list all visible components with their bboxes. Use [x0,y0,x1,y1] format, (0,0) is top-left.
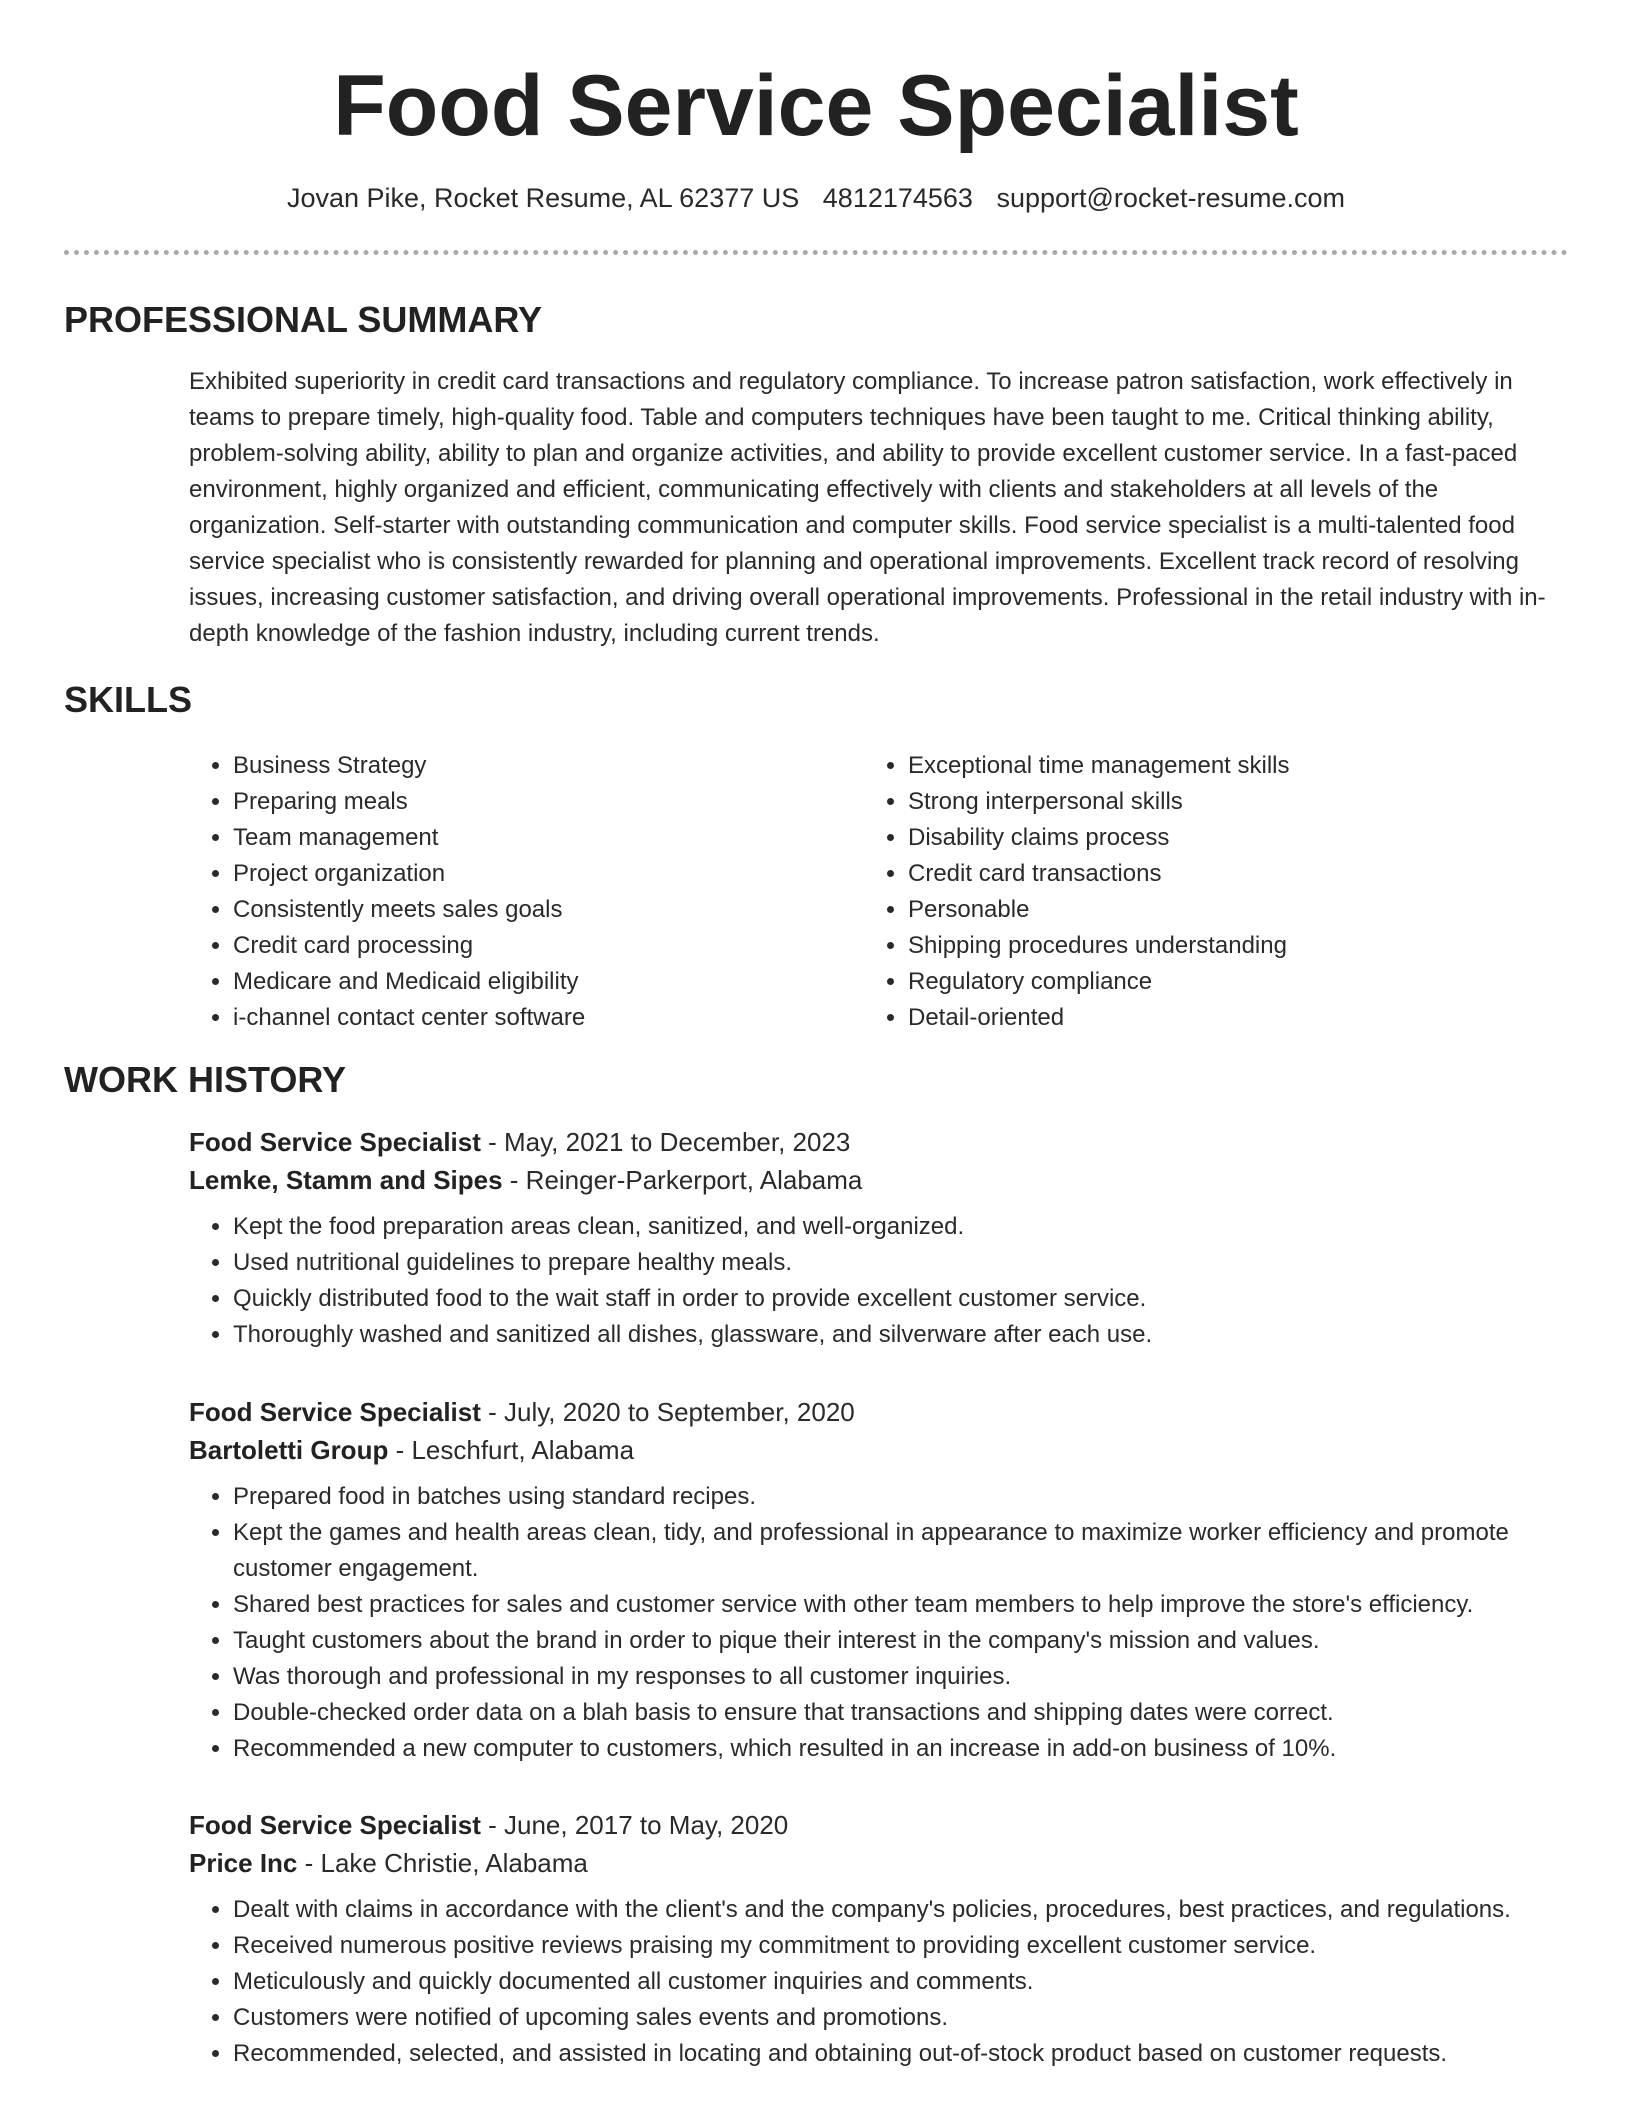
contact-address: Jovan Pike, Rocket Resume, AL 62377 US [286,183,800,213]
job-duty: • Received numerous positive reviews praising my commitment to providing excellent customer service. [233,1928,1589,1964]
job-duty: • Taught customers about the brand in order to pique their interest in the company's mission and values. [233,1623,1589,1659]
job-role-line [189,1393,1589,1431]
job-duty: • Dealt with claims in accordance with the client's and the company's policies, procedures, best practices, and regulations. [233,1892,1589,1928]
job-company: Price Inc [189,1848,298,1878]
job-duties-list [189,1479,1589,1767]
skill-item: • Project organization [233,856,809,892]
job-entry [189,1393,1589,1767]
job-duty: • Recommended, selected, and assisted in locating and obtaining out-of-stock product based on customer requests. [233,2036,1589,2072]
skills-left-column [189,748,809,1036]
contact-phone: 4812174563 [822,183,973,213]
job-role-line [189,1123,1589,1161]
skill-item: • Detail-oriented [908,1000,1564,1036]
job-location: - Lake Christie, Alabama [297,1848,588,1878]
contact-email: support@rocket-resume.com [996,183,1345,213]
header-divider [64,250,1568,255]
skill-item: • Team management [233,820,809,856]
job-duty: • Double-checked order data on a blah basis to ensure that transactions and shipping dates were correct. [233,1695,1589,1731]
job-company: Lemke, Stamm and Sipes [189,1165,503,1195]
job-duty: • Thoroughly washed and sanitized all dishes, glassware, and silverware after each use. [233,1317,1589,1353]
job-duty: • Meticulously and quickly documented all customer inquiries and comments. [233,1964,1589,2000]
job-location: - Reinger-Parkerport, Alabama [502,1165,863,1195]
skill-item: • Personable [908,892,1564,928]
skill-item: • Strong interpersonal skills [908,784,1564,820]
job-dates: - May, 2021 to December, 2023 [480,1127,851,1157]
contact-line [0,180,1632,216]
job-entry [189,1806,1589,2072]
job-company-line [189,1844,1589,1882]
skill-item: • Medicare and Medicaid eligibility [233,964,809,1000]
job-duty: • Shared best practices for sales and customer service with other team members to help improve the store's efficiency. [233,1587,1589,1623]
job-role: Food Service Specialist [189,1127,481,1157]
job-role-line [189,1806,1589,1844]
skill-item: • Disability claims process [908,820,1564,856]
skill-item: • Business Strategy [233,748,809,784]
job-role: Food Service Specialist [189,1810,481,1840]
skill-item: • Credit card transactions [908,856,1564,892]
job-duty: • Customers were notified of upcoming sales events and promotions. [233,2000,1589,2036]
skill-item: • Shipping procedures understanding [908,928,1564,964]
section-title-skills: SKILLS [64,679,193,720]
job-role: Food Service Specialist [189,1397,481,1427]
summary-text: Exhibited superiority in credit card transactions and regulatory compliance. To increase patron satisfaction, work effectively in teams to prepare timely, high-quality food. Table and computers techniques have been taught to me. Critical thinking ability, problem-solving ability, ability to plan and organize activities, and ability to provide excellent customer service. In a fast-paced environment, highly organized and efficient, communicating effectively with clients and stakeholders at all levels of the organization. Self-starter with outstanding communication and computer skills. Food service specialist is a multi-talented food service specialist who is consistently rewarded for planning and operational improvements. Excellent track record of resolving issues, increasing customer satisfaction, and driving overall operational improvements. Professional in the retail industry with in-depth knowledge of the fashion industry, including current trends. [189,368,1546,647]
job-duty: • Prepared food in batches using standard recipes. [233,1479,1589,1515]
job-company: Bartoletti Group [189,1435,389,1465]
resume-title: Food Service Specialist [333,58,1299,154]
section-title-summary: PROFESSIONAL SUMMARY [64,299,543,340]
skill-item: • Consistently meets sales goals [233,892,809,928]
section-title-work-history: WORK HISTORY [64,1059,347,1100]
job-duty: • Was thorough and professional in my responses to all customer inquiries. [233,1659,1589,1695]
job-company-line [189,1431,1589,1469]
job-location: - Leschfurt, Alabama [388,1435,635,1465]
job-dates: - July, 2020 to September, 2020 [480,1397,855,1427]
skills-right-column [864,748,1564,1036]
job-dates: - June, 2017 to May, 2020 [480,1810,789,1840]
skill-item: • Credit card processing [233,928,809,964]
job-company-line [189,1161,1589,1199]
job-duty: • Kept the games and health areas clean, tidy, and professional in appearance to maximize worker efficiency and promote customer engagement. [233,1515,1589,1587]
skills-list-right [864,748,1564,1036]
skill-item: • Exceptional time management skills [908,748,1564,784]
job-duty: • Kept the food preparation areas clean, sanitized, and well-organized. [233,1209,1589,1245]
job-entry [189,1123,1589,1353]
skill-item: • Regulatory compliance [908,964,1564,1000]
job-duties-list [189,1209,1589,1353]
job-duty: • Quickly distributed food to the wait staff in order to provide excellent customer service. [233,1281,1589,1317]
job-duty: • Recommended a new computer to customers, which resulted in an increase in add-on business of 10%. [233,1731,1589,1767]
skills-list-left [189,748,809,1036]
job-duty: • Used nutritional guidelines to prepare healthy meals. [233,1245,1589,1281]
skill-item: • Preparing meals [233,784,809,820]
job-duties-list [189,1892,1589,2072]
skill-item: • i-channel contact center software [233,1000,809,1036]
